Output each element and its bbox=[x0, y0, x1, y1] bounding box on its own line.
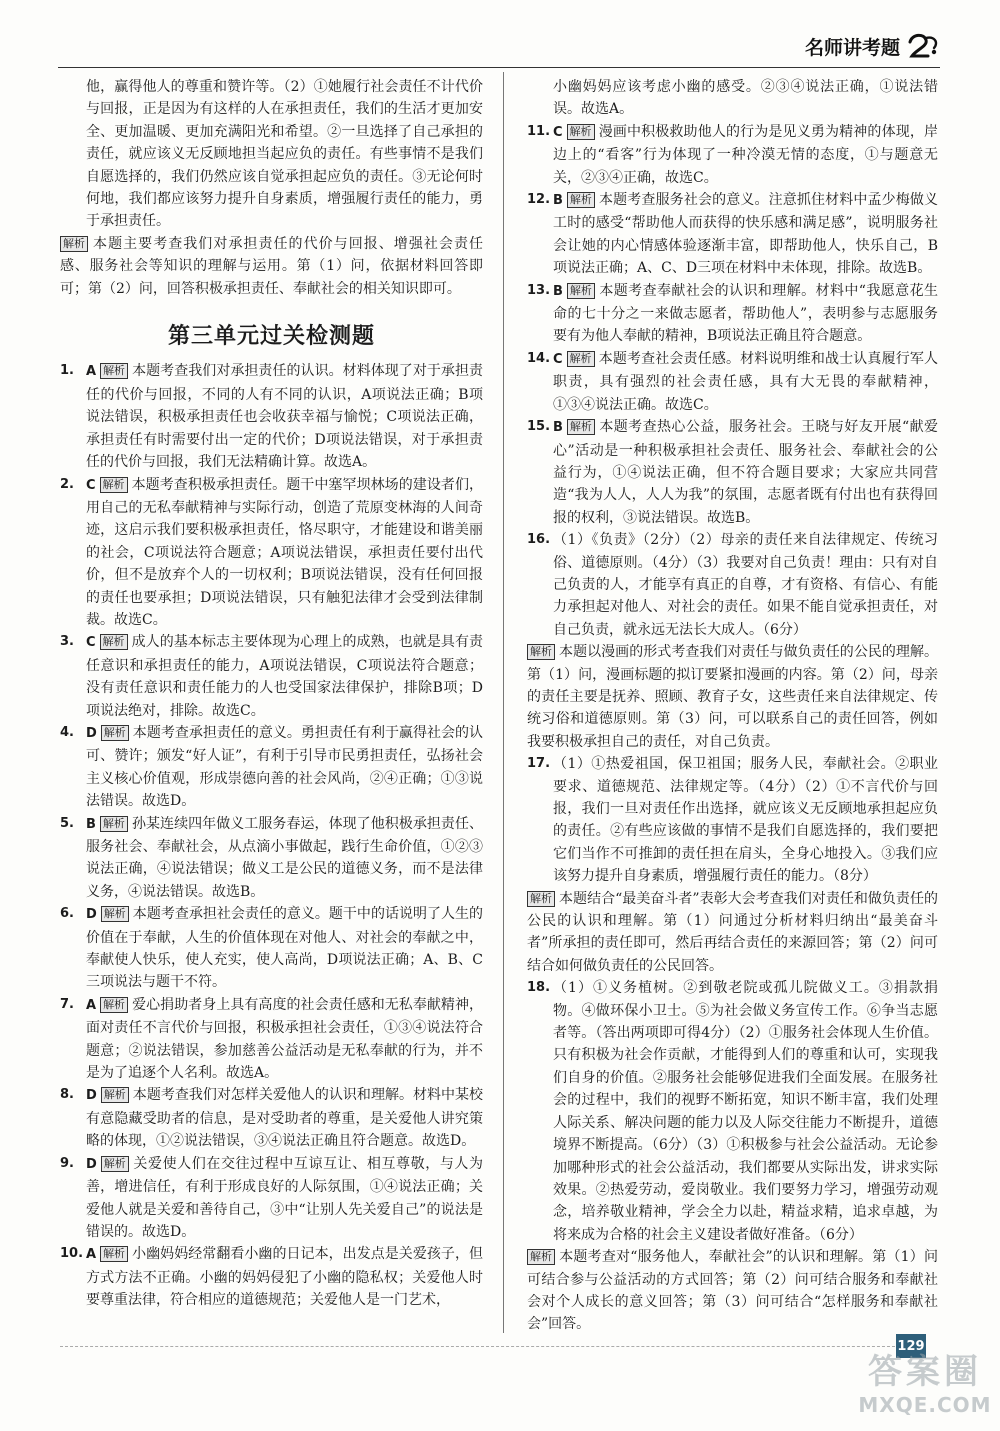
question-item bbox=[60, 813, 483, 904]
question-number: 4. bbox=[60, 724, 74, 740]
site-watermark bbox=[855, 1352, 995, 1426]
question-number: 9. bbox=[60, 1155, 74, 1171]
question-explanation: 本题考查热心公益，服务社会。王晓与好友开展“献爱心”活动是一种积极承担社会责任、服务社会、奉献社会的公益行为，①④说法正确，但不符合题目要求；大家应共同营造“我为人人，人人为我”的氛围，志愿者既有付出也有获得回报的权利，③说法错误。故选B。 bbox=[553, 419, 938, 526]
question-item bbox=[527, 280, 938, 348]
question-explanation: 孙某连续四年做义工服务春运，体现了他积极承担责任、服务社会、奉献社会，从点滴小事做起，践行生命价值，①②③说法正确，④说法错误；做义工是公民的道德义务，而不是法律义务，④说法错误。故选B。 bbox=[86, 815, 483, 900]
question-number: 1. bbox=[60, 363, 74, 379]
question-number: 7. bbox=[60, 996, 74, 1012]
question-explanation: 爱心捐助者身上具有高度的社会责任感和无私奉献精神，面对责任不言代价与回报，积极承担社会责任，①③④说法符合题意；②说法错误，参加慈善公益活动是无私奉献的行为，并不是为了追逐个人名利。故选A。 bbox=[86, 996, 483, 1082]
question-answer: B bbox=[553, 420, 563, 436]
header-rule bbox=[58, 67, 940, 68]
question-answer: C bbox=[86, 635, 96, 651]
question-17 bbox=[527, 753, 938, 887]
analysis-tag: 解析 bbox=[60, 236, 88, 252]
question-item bbox=[60, 360, 483, 473]
question-explanation: 本题考查奉献社会的认识和理解。材料中“我愿意花生命的七十分之一来做志愿者，帮助他人”，表明参与志愿服务要有为他人奉献的精神，B项说法正确且符合题意。 bbox=[553, 282, 938, 345]
question-18-analysis bbox=[527, 1246, 938, 1336]
question-item bbox=[527, 189, 938, 280]
analysis-tag: 解析 bbox=[567, 192, 595, 208]
question-number: 8. bbox=[60, 1087, 74, 1103]
question-answer: A bbox=[86, 364, 97, 380]
question-number: 2. bbox=[60, 476, 74, 492]
question-explanation: 成人的基本标志主要体现为心理上的成熟，也就是具有责任意识和承担责任的能力，A项说法错误，C项说法符合题意；没有责任意识和责任能力的人也受国家法律保护，排除B项；D项说法绝对，排除。故选C。 bbox=[86, 634, 483, 719]
question-item bbox=[527, 416, 938, 529]
question-16-analysis bbox=[527, 641, 938, 753]
question-answer: A bbox=[86, 997, 97, 1013]
question-answer: C bbox=[86, 477, 96, 493]
watermark-line-2: MXQE.COM bbox=[858, 1393, 992, 1417]
question-answer: D bbox=[86, 1088, 97, 1104]
header-brand: 名师讲考题 bbox=[804, 36, 900, 59]
question-item bbox=[60, 1084, 483, 1152]
question-item bbox=[60, 722, 483, 813]
question-number: 5. bbox=[60, 815, 74, 831]
question-item bbox=[527, 348, 938, 416]
question-answer: C bbox=[553, 124, 563, 140]
analysis-tag: 解析 bbox=[527, 891, 555, 907]
question-explanation: 本题考查社会责任感。材料说明维和战士认真履行军人职责，具有强烈的社会责任感，具有大无畏的奉献精神，①③④说法正确。故选C。 bbox=[553, 350, 938, 413]
question-number: 13. bbox=[527, 282, 551, 298]
question-item bbox=[60, 631, 483, 722]
analysis-tag: 解析 bbox=[527, 1249, 555, 1265]
question-answer: D bbox=[86, 907, 97, 923]
right-column bbox=[527, 76, 938, 1336]
question-number: 18. bbox=[527, 980, 551, 996]
question-item bbox=[60, 1243, 483, 1311]
question-explanation: 漫画中积极救助他人的行为是见义勇为精神的体现，岸边上的“看客”行为体现了一种冷漠无情的态度，①与题意无关，②③④正确，故选C。 bbox=[553, 123, 938, 186]
question-18 bbox=[527, 977, 938, 1246]
question-explanation: 本题考查我们对承担责任的认识。材料体现了对于承担责任的代价与回报，不同的人有不同的认识，A项说法正确；B项说法错误，积极承担责任也会收获幸福与愉悦；C项说法正确，承担责任有时需要付出一定的代价；D项说法错误，对于承担责任的代价与回报，我们无法精确计算。故选A。 bbox=[86, 363, 483, 471]
brand-logo-icon bbox=[906, 32, 940, 60]
question-answer: B bbox=[86, 816, 96, 832]
question-item bbox=[60, 903, 483, 994]
column-divider bbox=[503, 72, 504, 1333]
analysis-tag: 解析 bbox=[100, 634, 128, 650]
watermark-line-1: 答案圈 bbox=[868, 1352, 982, 1392]
question-answer: D bbox=[86, 1156, 97, 1172]
left-question-list bbox=[60, 360, 483, 1311]
question-17-answer: （1）①热爱祖国，保卫祖国；服务人民，奉献社会。②职业要求、道德规范、法律规定等。（4分）（2）①不言代价与回报，我们一旦对责任作出选择，就应该义无反顾地承担起应负的责任。②有些应该做的事情不是我们自愿选择的，我们要把它们当作不可推卸的责任担在肩头，全身心地投入。③我们应该努力提升自身素质，增强履行责任的能力。（8分） bbox=[553, 756, 938, 885]
question-18-analysis-text: 本题考查对“服务他人，奉献社会”的认识和理解。第（1）问可结合参与公益活动的方式回答；第（2）问可结合服务和奉献社会对个人成长的意义回答；第（3）问可结合“怎样服务和奉献社会”回答。 bbox=[527, 1249, 938, 1333]
analysis-tag: 解析 bbox=[100, 997, 128, 1013]
analysis-tag: 解析 bbox=[100, 1246, 128, 1262]
left-column bbox=[60, 76, 483, 1312]
footer-rule bbox=[60, 1346, 900, 1347]
question-explanation: 本题考查积极承担责任。题干中塞罕坝林场的建设者们，用自己的无私奉献精神与实际行动，创造了荒原变林海的人间奇迹，这启示我们要积极承担责任，恪尽职守，才能建设和谐美丽的社会，C项说法符合题意；A项说法错误，承担责任要付出代价，但不是放弃个人的一切权利；B项说法错误，没有任何回报的责任也要承担；D项说法错误，只有触犯法律才会受到法律制裁。故选C。 bbox=[86, 476, 483, 628]
question-17-analysis bbox=[527, 888, 938, 978]
question-answer: C bbox=[553, 351, 563, 367]
analysis-tag: 解析 bbox=[567, 283, 595, 299]
question-answer: A bbox=[86, 1247, 97, 1263]
analysis-tag: 解析 bbox=[101, 725, 129, 741]
question-explanation: 本题考查我们对怎样关爱他人的认识和理解。材料中某校有意隐藏受助者的信息，是对受助者的尊重，是关爱他人讲究策略的体现，①②说法错误，③④说法正确且符合题意。故选D。 bbox=[86, 1087, 483, 1150]
question-number: 10. bbox=[60, 1246, 84, 1262]
analysis-tag: 解析 bbox=[100, 477, 128, 493]
q10-continuation: 小幽妈妈应该考虑小幽的感受。②③④说法正确，①说法错误。故选A。 bbox=[553, 79, 938, 118]
question-explanation: 本题考查服务社会的意义。注意抓住材料中孟少梅做义工时的感受“帮助他人而获得的快乐感和满足感”，说明服务社会让她的内心情感体验逐渐丰富，即帮助他人，快乐自己，B项说法正确；A、C、D三项在材料中未体现，排除。故选B。 bbox=[553, 192, 938, 277]
question-explanation: 关爱使人们在交往过程中互谅互让、相互尊敬，与人为善，增进信任，有利于形成良好的人际氛围，①④说法正确；关爱他人就是关爱和善待自己，③中“让别人先关爱自己”的说法是错误的。故选D。 bbox=[86, 1155, 483, 1240]
carryover-analysis bbox=[60, 233, 483, 300]
question-16 bbox=[527, 529, 938, 641]
analysis-tag: 解析 bbox=[101, 1087, 129, 1103]
analysis-tag: 解析 bbox=[101, 906, 129, 922]
analysis-tag: 解析 bbox=[527, 644, 555, 660]
page-number: 129 bbox=[896, 1334, 926, 1358]
question-17-analysis-text: 本题结合“最美奋斗者”表彰大会考查我们对责任和做负责任的公民的认识和理解。第（1）问通过分析材料归纳出“最美奋斗者”所承担的责任即可，然后再结合责任的来源回答；第（2）问可结合如何做负责任的公民回答。 bbox=[527, 890, 938, 974]
question-number: 12. bbox=[527, 192, 551, 208]
analysis-tag: 解析 bbox=[100, 816, 128, 832]
question-explanation: 小幽妈妈经常翻看小幽的日记本，出发点是关爱孩子，但方式方法不正确。小幽的妈妈侵犯了小幽的隐私权；关爱他人时要尊重法律，符合相应的道德规范；关爱他人是一门艺术， bbox=[86, 1246, 483, 1309]
question-answer: D bbox=[86, 725, 97, 741]
section-title: 第三单元过关检测题 bbox=[167, 324, 375, 350]
analysis-tag: 解析 bbox=[567, 124, 595, 140]
question-number: 3. bbox=[60, 634, 74, 650]
question-item bbox=[527, 121, 938, 189]
carryover-analysis-text: 本题主要考查我们对承担责任的代价与回报、增强社会责任感、服务社会等知识的理解与运用。第（1）问，依据材料回答即可；第（2）问，回答积极承担责任、奉献社会的相关知识即可。 bbox=[60, 235, 483, 297]
question-number: 11. bbox=[527, 123, 551, 139]
question-number: 15. bbox=[527, 419, 551, 435]
carryover-answer: 他，赢得他人的尊重和赞许等。（2）①她履行社会责任不计代价与回报，正是因为有这样的人在承担责任，我们的生活才更加安全、更加温暖、更加充满阳光和希望。②一旦选择了自己承担的责任，就应该义无反顾地担当起应负的责任。有些事情不是我们自愿选择的，我们仍然应该自觉承担起应负的责任。③无论何时何地，我们都应该努力提升自身素质，增强履行责任的能力，勇于承担责任。 bbox=[86, 79, 483, 230]
question-16-analysis-text: 本题以漫画的形式考查我们对责任与做负责任的公民的理解。第（1）问，漫画标题的拟订要紧扣漫画的内容。第（2）问，母亲的责任主要是抚养、照顾、教育子女，这些责任来自法律规定、传统习俗和道德原则。第（3）问，可以联系自己的责任回答，例如我要积极承担自己的责任，对自己负责。 bbox=[527, 644, 938, 750]
analysis-tag: 解析 bbox=[567, 351, 595, 367]
question-16-answer: （1）《负责》（2分）（2）母亲的责任来自法律规定、传统习俗、道德原则。（4分）（3）我要对自己负责！理由：只有对自己负责的人，才能享有真正的自尊，才有资格、有信心、有能力承担起对他人、对社会的责任。如果不能自觉承担责任，对自己负责，就永远无法长大成人。（6分） bbox=[553, 532, 938, 638]
page-header bbox=[805, 30, 940, 62]
question-number: 14. bbox=[527, 350, 551, 366]
question-answer: B bbox=[553, 283, 563, 299]
question-item bbox=[60, 474, 483, 632]
analysis-tag: 解析 bbox=[100, 363, 128, 379]
question-answer: B bbox=[553, 193, 563, 209]
question-number: 17. bbox=[527, 756, 551, 772]
question-explanation: 本题考查承担责任的意义。勇担责任有利于赢得社会的认可、赞许；颁发“好人证”，有利于引导市民勇担责任，弘扬社会主义核心价值观，形成崇德向善的社会风尚，②④正确；①③说法错误。故选D。 bbox=[86, 724, 483, 810]
question-explanation: 本题考查承担社会责任的意义。题干中的话说明了人生的价值在于奉献，人生的价值体现在对他人、对社会的奉献之中，奉献使人快乐，使人充实，使人高尚，D项说法正确；A、B、C三项说法与题干不符。 bbox=[86, 906, 483, 991]
question-number: 6. bbox=[60, 906, 74, 922]
question-18-answer: （1）①义务植树。②到敬老院或孤儿院做义工。③捐款捐物。④做环保小卫士。⑤为社会做义务宣传工作。⑥争当志愿者等。（答出两项即可得4分）（2）①服务社会体现人生价值。只有积极为社会作贡献，才能得到人们的尊重和认可，实现我们自身的价值。②服务社会能够促进我们全面发展。在服务社会的过程中，我们的视野不断拓宽，知识不断丰富，我们处理人际关系、解决问题的能力以及人际交往能力不断提升，道德境界不断提高。（6分）（3）①积极参与社会公益活动。无论参加哪种形式的社会公益活动，我们都要从实际出发，讲求实际效果。②热爱劳动，爱岗敬业。我们要努力学习，增强劳动观念，培养敬业精神，学会全力以赴，精益求精，追求卓越，为将来成为合格的社会主义建设者做好准备。（6分） bbox=[553, 980, 938, 1243]
question-item bbox=[60, 994, 483, 1085]
analysis-tag: 解析 bbox=[567, 419, 595, 435]
analysis-tag: 解析 bbox=[101, 1156, 129, 1172]
question-item bbox=[60, 1153, 483, 1244]
question-number: 16. bbox=[527, 532, 551, 548]
